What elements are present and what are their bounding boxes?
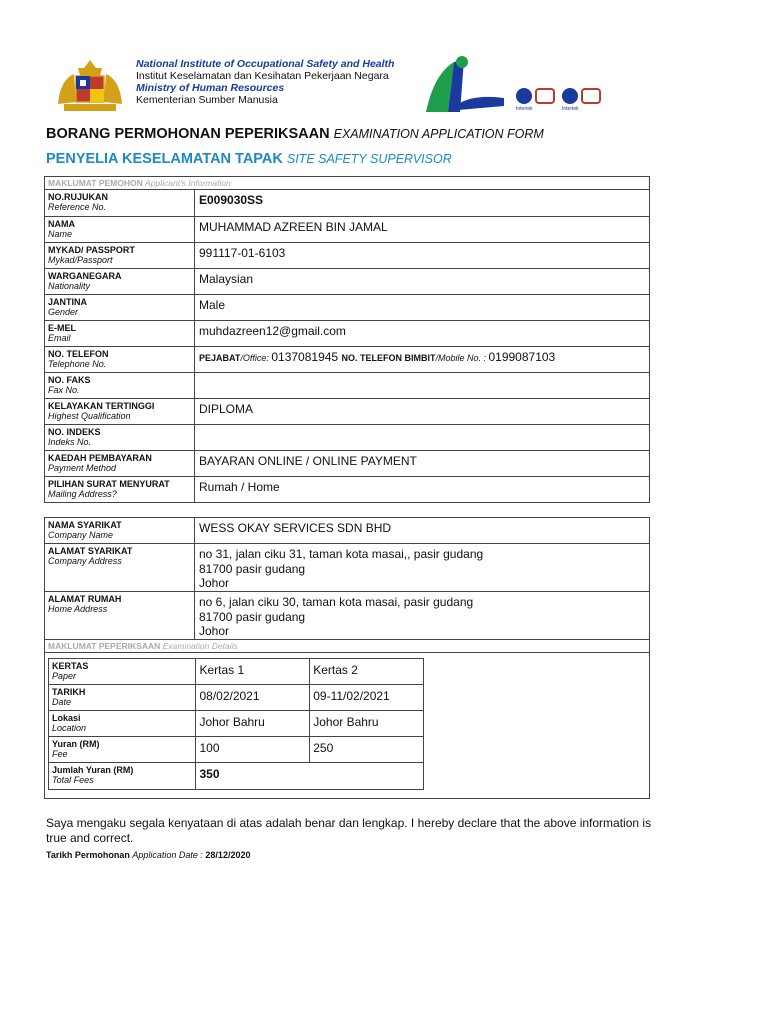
address-line: Johor: [199, 576, 230, 590]
address-line: 81700 pasir gudang: [199, 561, 306, 576]
field-label: ALAMAT SYARIKAT Company Address: [45, 544, 195, 592]
location-1-value: Johor Bahru: [196, 711, 310, 737]
payment-method-value: BAYARAN ONLINE / ONLINE PAYMENT: [195, 451, 650, 477]
exam-section-en: Examination Details: [162, 641, 238, 651]
applicant-section-header: [45, 177, 650, 190]
table-row: [45, 477, 650, 503]
location-2-value: Johor Bahru: [310, 711, 424, 737]
mobile-phone-value: 0199087103: [488, 350, 556, 364]
table-row: [45, 321, 650, 347]
field-label: Jumlah Yuran (RM) Total Fees: [49, 763, 196, 790]
field-label: Lokasi Location: [49, 711, 196, 737]
applicant-section-header-row: [45, 177, 650, 190]
field-label: NO. TELEFON Telephone No.: [45, 347, 195, 373]
table-row: [45, 217, 650, 243]
malaysia-coat-of-arms-icon: [50, 56, 130, 114]
certification-badges-icon: [514, 86, 604, 112]
mobile-label: NO. TELEFON BIMBIT: [341, 353, 436, 363]
fee-2-value: 250: [310, 737, 424, 763]
field-label: NO.RUJUKAN Reference No.: [45, 190, 195, 217]
table-row: [45, 592, 650, 640]
application-date-label-en: Application Date :: [132, 850, 206, 860]
form-title: [46, 126, 544, 142]
mailing-address-value: Rumah / Home: [195, 477, 650, 503]
application-date-value: 28/12/2020: [205, 850, 251, 860]
gender-value: Male: [195, 295, 650, 321]
institute-name-ms: Institut Keselamatan dan Kesihatan Pekerjaan Negara: [136, 70, 389, 82]
total-fees-value: 350: [196, 763, 424, 790]
office-label: PEJABAT: [199, 353, 241, 363]
office-phone-value: 0137081945: [271, 350, 339, 364]
table-row: [49, 711, 424, 737]
home-address-value: [195, 592, 650, 640]
field-label: KAEDAH PEMBAYARAN Payment Method: [45, 451, 195, 477]
mobile-label-en: /Mobile No. :: [435, 353, 489, 363]
course-title-en: SITE SAFETY SUPERVISOR: [286, 152, 452, 166]
institute-name-en: National Institute of Occupational Safety and Health: [136, 58, 395, 70]
declaration-text: Saya mengaku segala kenyataan di atas adalah benar dan lengkap. I hereby declare that the above information is true and correct.: [46, 816, 652, 845]
table-row: [49, 659, 424, 685]
institute-name-block: [136, 58, 394, 106]
field-label: E-MEL Email: [45, 321, 195, 347]
exam-section-ms: MAKLUMAT PEPERIKSAAN: [48, 641, 161, 651]
cert-label-2: Intertek: [562, 106, 579, 112]
date-1-value: 08/02/2021: [196, 685, 310, 711]
field-label: Yuran (RM) Fee: [49, 737, 196, 763]
ministry-name-ms: Kementerian Sumber Manusia: [136, 94, 278, 106]
field-label: KELAYAKAN TERTINGGI Highest Qualification: [45, 399, 195, 425]
table-row: [45, 373, 650, 399]
table-row: [45, 243, 650, 269]
exam-details-cell: [45, 653, 650, 799]
exam-details-row: [45, 653, 650, 799]
name-value: MUHAMMAD AZREEN BIN JAMAL: [195, 217, 650, 243]
table-row: [45, 295, 650, 321]
course-title: [46, 151, 452, 167]
applicant-section-en: Applicant's Information: [145, 178, 231, 188]
address-line: 81700 pasir gudang: [199, 609, 306, 624]
table-row: [45, 399, 650, 425]
fee-1-value: 100: [196, 737, 310, 763]
fax-value: [195, 373, 650, 399]
application-date-label-ms: Tarikh Permohonan: [46, 850, 130, 860]
address-line: Johor: [199, 624, 230, 638]
cert-label-1: Intertek: [516, 106, 533, 112]
table-row: [45, 518, 650, 544]
email-value: muhdazreen12@gmail.com: [195, 321, 650, 347]
form-title-ms: BORANG PERMOHONAN PEPERIKSAAN: [46, 126, 330, 142]
table-row: [45, 425, 650, 451]
reference-no-value: E009030SS: [195, 190, 650, 217]
index-no-value: [195, 425, 650, 451]
table-row: [45, 451, 650, 477]
field-label: NO. INDEKS Indeks No.: [45, 425, 195, 451]
paper-2-value: Kertas 2: [310, 659, 424, 685]
field-label: NAMA Name: [45, 217, 195, 243]
field-label: KERTAS Paper: [49, 659, 196, 685]
course-title-ms: PENYELIA KESELAMATAN TAPAK: [46, 151, 283, 167]
niosh-logo-icon: [424, 54, 510, 114]
nationality-value: Malaysian: [195, 269, 650, 295]
ministry-name-en: Ministry of Human Resources: [136, 82, 285, 94]
exam-section-header-row: [45, 640, 650, 653]
field-label: TARIKH Date: [49, 685, 196, 711]
field-label: JANTINA Gender: [45, 295, 195, 321]
qualification-value: DIPLOMA: [195, 399, 650, 425]
office-label-en: /Office:: [240, 353, 272, 363]
applicant-info-table: [44, 176, 650, 503]
table-row: [45, 544, 650, 592]
exam-details-table: [48, 658, 424, 790]
table-row: [49, 737, 424, 763]
address-line: no 6, jalan ciku 30, taman kota masai, pasir gudang: [199, 595, 474, 609]
table-row: [45, 347, 650, 373]
field-label: NAMA SYARIKAT Company Name: [45, 518, 195, 544]
field-label: WARGANEGARA Nationality: [45, 269, 195, 295]
field-label: ALAMAT RUMAH Home Address: [45, 592, 195, 640]
form-title-en: EXAMINATION APPLICATION FORM: [333, 127, 544, 141]
application-date: [46, 850, 250, 860]
field-label: PILIHAN SURAT MENYURAT Mailing Address?: [45, 477, 195, 503]
telephone-value: [195, 347, 650, 373]
applicant-section-ms: MAKLUMAT PEMOHON: [48, 178, 143, 188]
date-2-value: 09-11/02/2021: [310, 685, 424, 711]
exam-section-header: [45, 640, 650, 653]
niosh-logo-text: NIOSH: [476, 99, 502, 108]
address-line: no 31, jalan ciku 31, taman kota masai,, pasir gudang: [199, 547, 484, 561]
letterhead: [46, 52, 726, 118]
mykad-value: 991117-01-6103: [195, 243, 650, 269]
table-row: [45, 190, 650, 217]
paper-1-value: Kertas 1: [196, 659, 310, 685]
table-row: [49, 685, 424, 711]
company-address-value: [195, 544, 650, 592]
table-row: [49, 763, 424, 790]
company-name-value: WESS OKAY SERVICES SDN BHD: [195, 518, 650, 544]
field-label: MYKAD/ PASSPORT Mykad/Passport: [45, 243, 195, 269]
company-exam-table: [44, 517, 650, 799]
field-label: NO. FAKS Fax No.: [45, 373, 195, 399]
table-row: [45, 269, 650, 295]
